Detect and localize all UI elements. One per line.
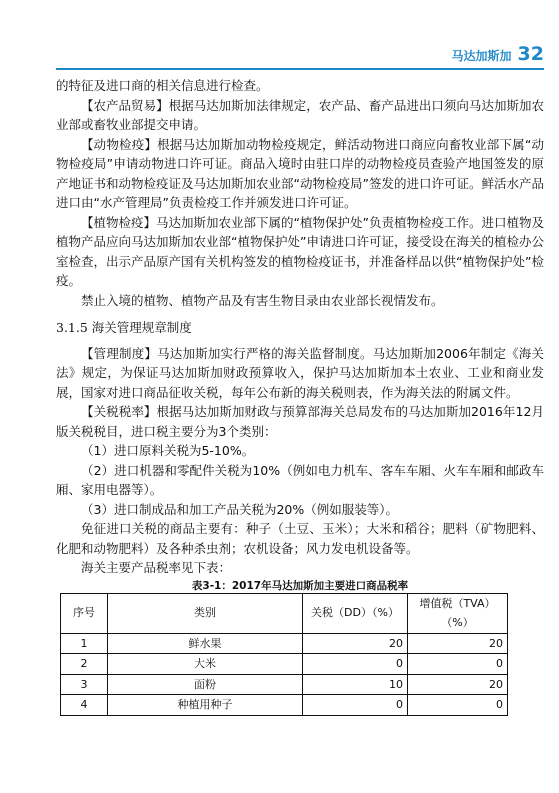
table-caption: 表3-1：2017年马达加斯加主要进口商品税率 bbox=[191, 579, 409, 592]
table-cell: 1 bbox=[61, 633, 108, 654]
body-paragraph: （2）进口机器和零配件关税为10%（例如电力机车、客车车厢、火车车厢和邮政车厢、家用电器等）。 bbox=[56, 462, 544, 497]
table-cell: 2 bbox=[61, 654, 108, 675]
table-row bbox=[61, 674, 508, 695]
column-header: 关税（DD）（%） bbox=[303, 593, 408, 633]
table-cell: 4 bbox=[61, 695, 108, 716]
body-paragraph: 禁止入境的植物、植物产品及有害生物目录由农业部长视情发布。 bbox=[81, 292, 444, 308]
body-paragraph: 【管理制度】马达加斯加实行严格的海关监督制度。马达加斯加2006年制定《海关法》规定，为保证马达加斯加财政预算收入，保护马达加斯加本土农业、工业和商业发展，国家对进口商品征收关税，每年公布新的海关税则表，作为海关法的附属文件。 bbox=[56, 345, 544, 400]
body-paragraph: 【农产品贸易】根据马达加斯加法律规定，农产品、畜产品进出口须向马达加斯加农业部或畜牧业部提交申请。 bbox=[56, 97, 544, 132]
section-heading: 3.1.5 海关管理规章制度 bbox=[56, 320, 192, 335]
body-paragraph: 【关税税率】根据马达加斯加财政与预算部海关总局发布的马达加斯加2016年12月版关税税目，进口税主要分为3个类别： bbox=[56, 404, 544, 439]
table-cell: 大米 bbox=[108, 654, 303, 675]
table-header-row bbox=[61, 593, 508, 633]
table-cell: 面粉 bbox=[108, 674, 303, 695]
table-cell: 0 bbox=[303, 654, 408, 675]
table-row bbox=[61, 633, 508, 654]
table-cell: 种植用种子 bbox=[108, 695, 303, 716]
running-header bbox=[410, 40, 544, 64]
table-cell: 0 bbox=[303, 695, 408, 716]
table-cell: 20 bbox=[303, 633, 408, 654]
table-cell: 3 bbox=[61, 674, 108, 695]
table-row bbox=[61, 654, 508, 675]
column-header: 序号 bbox=[61, 593, 108, 633]
chapter-title: 马达加斯加 bbox=[451, 49, 512, 63]
column-header: 增值税（TVA）（%） bbox=[408, 593, 508, 633]
table-cell: 10 bbox=[303, 674, 408, 695]
page-body bbox=[56, 76, 544, 716]
table-cell: 0 bbox=[408, 695, 508, 716]
table-row bbox=[61, 695, 508, 716]
table-cell: 0 bbox=[408, 654, 508, 675]
table-cell: 鲜水果 bbox=[108, 633, 303, 654]
column-header: 类别 bbox=[108, 593, 303, 633]
table-cell: 20 bbox=[408, 633, 508, 654]
body-paragraph: （3）进口制成品和加工产品关税为20%（例如服装等）。 bbox=[81, 501, 398, 517]
body-paragraph: 海关主要产品税率见下表： bbox=[81, 560, 232, 575]
body-paragraph: 免征进口关税的商品主要有：种子（土豆、玉米）；大米和稻谷；肥料（矿物肥料、化肥和动物肥料）及各种杀虫剂；农机设备；风力发电机设备等。 bbox=[56, 521, 544, 556]
body-paragraph: 【植物检疫】马达加斯加农业部下属的“植物保护处”负责植物检疫工作。进口植物及植物产品应向马达加斯加农业部“植物保护处”申请进口许可证，接受设在海关的植检办公室检查，出示产品原产国有关机构签发的植物检疫证书，并准备样品以供“植物保护处”检疫。 bbox=[56, 214, 544, 288]
table-cell: 20 bbox=[408, 674, 508, 695]
page-number: 32 bbox=[517, 43, 544, 65]
header-rule bbox=[56, 68, 544, 70]
body-paragraph: （1）进口原料关税为5-10%。 bbox=[81, 443, 255, 458]
body-paragraph: 的特征及进口商的相关信息进行检查。 bbox=[56, 78, 269, 93]
body-paragraph: 【动物检疫】根据马达加斯加动物检疫规定，鲜活动物进口商应向畜牧业部下属“动物检疫局”申请动物进口许可证。商品入境时由驻口岸的动物检疫员查验产地国签发的原产地证书和动物检疫证及马达加斯加农业部“动物检疫局”签发的进口许可证。鲜活水产品进口由“水产管理局”负责检疫工作并颁发进口许可证。 bbox=[56, 136, 544, 210]
tariff-table bbox=[60, 593, 508, 716]
